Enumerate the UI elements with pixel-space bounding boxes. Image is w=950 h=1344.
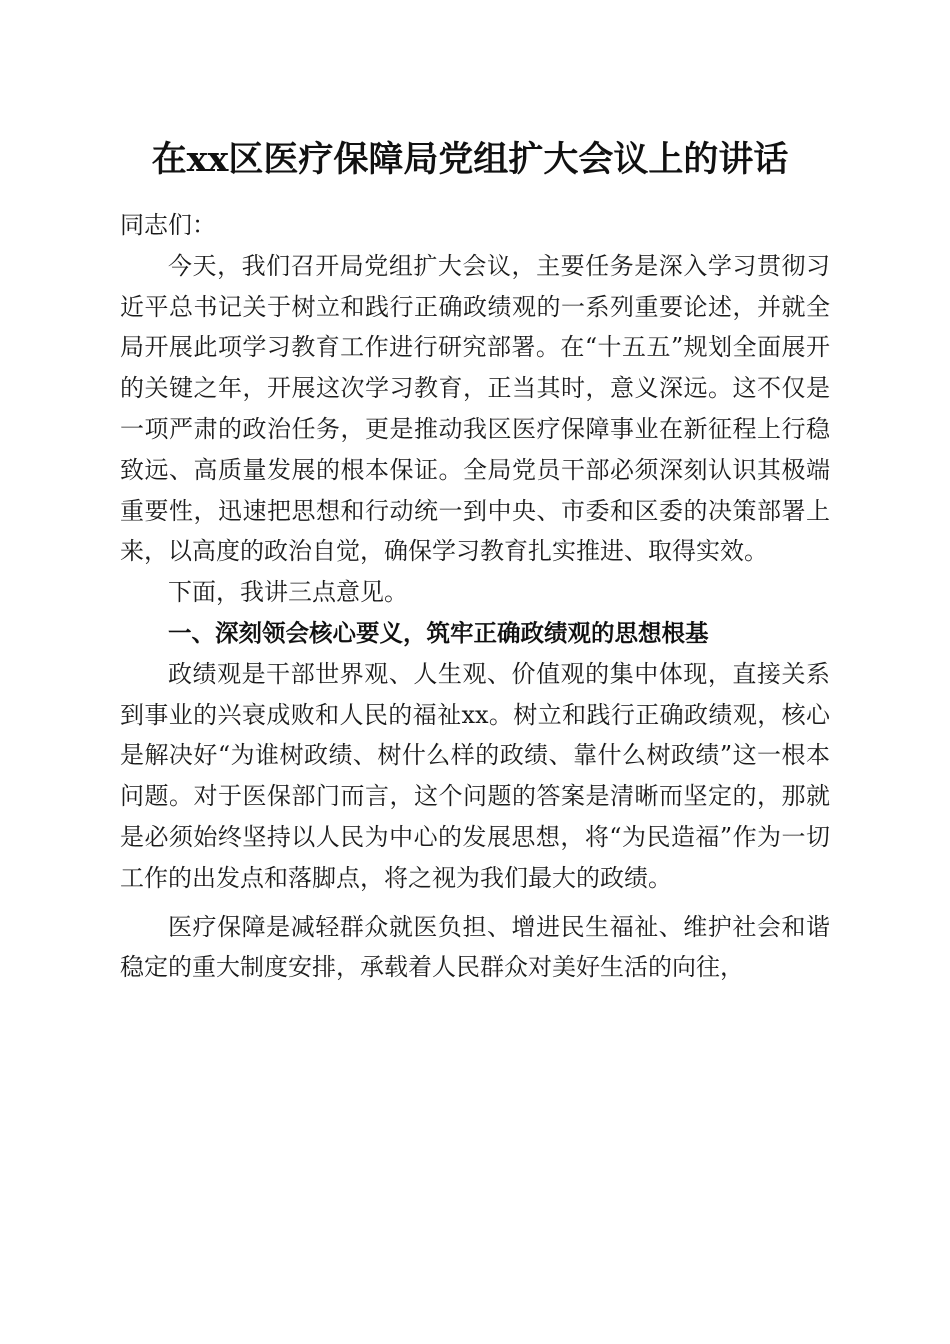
paragraph-transition: 下面，我讲三点意见。	[168, 578, 408, 607]
document-body	[120, 205, 830, 988]
section-heading: 一、深刻领会核心要义，筑牢正确政绩观的思想根基	[168, 618, 709, 647]
paragraph-intro: 今天，我们召开局党组扩大会议，主要任务是深入学习贯彻习近平总书记关于树立和践行正确政绩观的一系列重要论述，并就全局开展此项学习教育工作进行研究部署。在“十五五”规划全面展开的关键之年，开展这次学习教育，正当其时，意义深远。这不仅是一项严肃的政治任务，更是推动我区医疗保障事业在新征程上行稳致远、高质量发展的根本保证。全局党员干部必须深刻认识其极端重要性，迅速把思想和行动统一到中央、市委和区委的决策部署上来，以高度的政治自觉，确保学习教育扎实推进、取得实效。	[120, 251, 830, 566]
section-paragraph: 政绩观是干部世界观、人生观、价值观的集中体现，直接关系到事业的兴衰成败和人民的福祉xx。树立和践行正确政绩观，核心是解决好“为谁树政绩、树什么样的政绩、靠什么树政绩”这一根本问题。对于医保部门而言，这个问题的答案是清晰而坚定的，那就是必须始终坚持以人民为中心的发展思想，将“为民造福”作为一切工作的出发点和落脚点，将之视为我们最大的政绩。	[120, 659, 830, 892]
salutation: 同志们：	[120, 211, 216, 239]
section-paragraph: 医疗保障是减轻群众就医负担、增进民生福祉、维护社会和谐稳定的重大制度安排，承载着人民群众对美好生活的向往，	[120, 912, 830, 982]
document-title: 在xx区医疗保障局党组扩大会议上的讲话	[151, 139, 789, 180]
